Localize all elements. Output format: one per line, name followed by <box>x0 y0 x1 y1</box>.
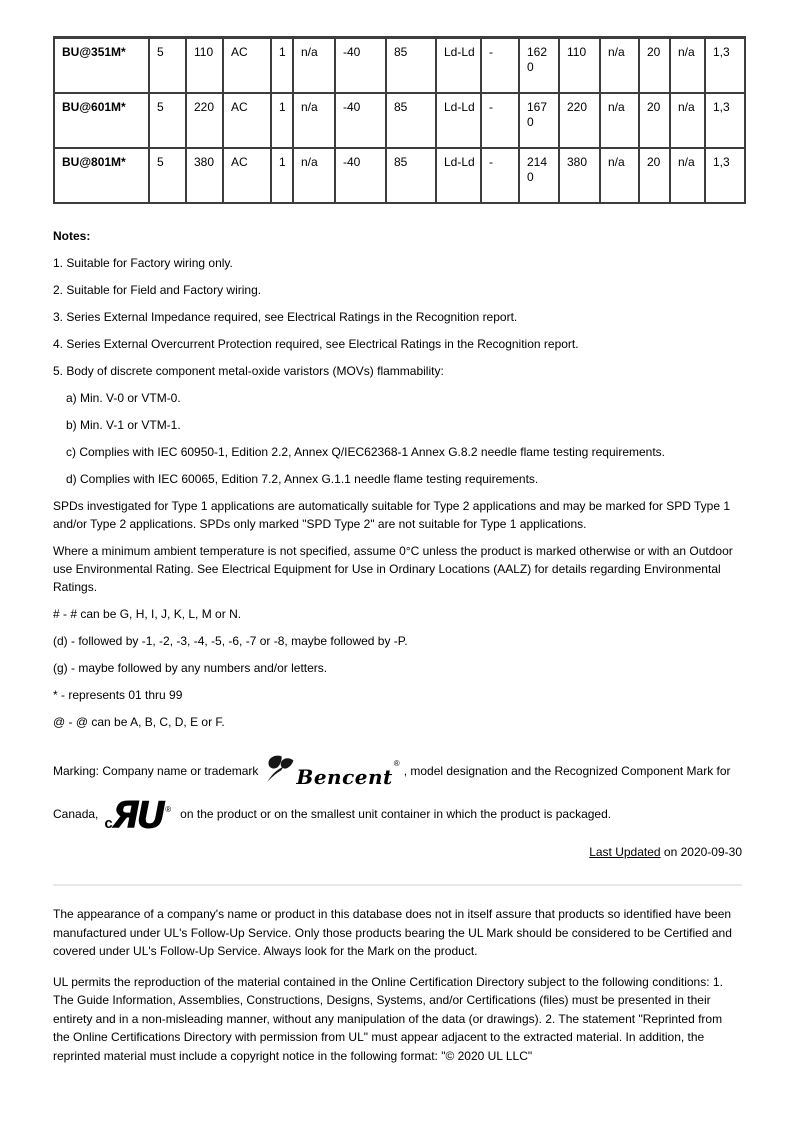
note-subitem-a: a) Min. V-0 or VTM-0. <box>66 391 181 405</box>
rating-cell: n/a <box>670 38 705 94</box>
marking-suffix: , model designation and the Recognized Component Mark for <box>403 764 731 778</box>
legend-item-hash: # - # can be G, H, I, J, K, L, M or N. <box>53 607 242 621</box>
rating-cell: n/a <box>600 148 639 203</box>
legend-item-asterisk: * - represents 01 thru 99 <box>53 688 183 702</box>
bencent-wordmark: Bencent <box>296 764 393 789</box>
last-updated-label: Last Updated <box>589 845 661 859</box>
rating-cell: 20 <box>639 148 670 203</box>
note-item-5: 5. Body of discrete component metal-oxide varistors (MOVs) flammability: <box>53 364 444 378</box>
rating-cell: - <box>481 148 519 203</box>
ambient-temperature-paragraph: Where a minimum ambient temperature is not specified, assume 0°C unless the product is marked otherwise or with an Outdoor use Environmental Rating. See Electrical Equipment for Use in Ordinary Locations (AALZ) for details regarding Environmental Ratings. <box>53 544 733 594</box>
marking-line-2 <box>53 789 742 839</box>
model-cell: BU@351M* <box>54 38 149 94</box>
rating-cell: AC <box>223 148 271 203</box>
document-content <box>0 227 794 1065</box>
rating-cell: 1 <box>271 93 293 148</box>
rating-cell: 5 <box>149 38 186 94</box>
rating-cell: Ld-Ld <box>436 38 481 94</box>
rating-cell: Ld-Ld <box>436 148 481 203</box>
rating-cell: 1670 <box>519 93 559 148</box>
note-subitem-c: c) Complies with IEC 60950-1, Edition 2.2, Annex Q/IEC62368-1 Annex G.8.2 needle flame testing requirements. <box>66 445 665 459</box>
last-updated-line <box>53 843 742 861</box>
note-item-2: 2. Suitable for Field and Factory wiring. <box>53 283 262 297</box>
rating-cell: 110 <box>186 38 223 94</box>
rating-cell: n/a <box>670 148 705 203</box>
cur-mark-c: c <box>104 815 113 832</box>
legend-item-g: (g) - maybe followed by any numbers and/or letters. <box>53 661 328 675</box>
rating-cell: 2140 <box>519 148 559 203</box>
rating-cell: 20 <box>639 93 670 148</box>
note-item-4: 4. Series External Overcurrent Protection required, see Electrical Ratings in the Recognition report. <box>53 337 579 351</box>
notes-heading: Notes: <box>53 229 91 243</box>
rating-cell: 5 <box>149 93 186 148</box>
rating-cell: AC <box>223 38 271 94</box>
rating-cell: 1,3 <box>705 93 745 148</box>
spd-type-paragraph: SPDs investigated for Type 1 applications are automatically suitable for Type 2 applications and may be marked for SPD Type 1 and/or Type 2 applications. SPDs only marked "SPD Type 2" are not suitable for Type 1 applications. <box>53 499 731 531</box>
ratings-table <box>53 36 746 204</box>
table-row <box>54 148 745 203</box>
rating-cell: 85 <box>386 148 436 203</box>
rating-cell: n/a <box>670 93 705 148</box>
disclaimer-paragraph: The appearance of a company's name or product in this database does not in itself assure that products so identified have been manufactured under UL's Follow-Up Service. Only those products bearing the UL Mark should be considered to be Certified and covered under UL's Follow-Up Service. Always look for the Mark on the product. <box>53 907 732 958</box>
marking-line-1 <box>53 753 742 789</box>
rating-cell: n/a <box>293 38 335 94</box>
table-row <box>54 38 745 94</box>
marking-prefix: Marking: Company name or trademark <box>53 764 259 778</box>
rating-cell: -40 <box>335 38 386 94</box>
rating-cell: n/a <box>600 38 639 94</box>
rating-cell: 110 <box>559 38 600 94</box>
legend-section <box>53 605 742 731</box>
rating-cell: - <box>481 38 519 94</box>
table-row <box>54 93 745 148</box>
rating-cell: 220 <box>559 93 600 148</box>
notes-section <box>53 227 742 488</box>
section-divider <box>53 884 742 886</box>
rating-cell: AC <box>223 93 271 148</box>
bencent-logo <box>265 755 399 788</box>
rating-cell: 1,3 <box>705 148 745 203</box>
marking-line2-text: on the product or on the smallest unit container in which the product is packaged. <box>180 807 612 821</box>
rating-cell: n/a <box>293 148 335 203</box>
rating-cell: 85 <box>386 38 436 94</box>
rating-cell: Ld-Ld <box>436 93 481 148</box>
rating-cell: 1 <box>271 148 293 203</box>
registered-trademark-symbol: ® <box>393 758 400 768</box>
rating-cell: n/a <box>293 93 335 148</box>
ratings-table-body <box>54 38 745 204</box>
model-cell: BU@801M* <box>54 148 149 203</box>
note-subitem-b: b) Min. V-1 or VTM-1. <box>66 418 181 432</box>
ul-recognized-component-canada-icon <box>104 794 172 837</box>
note-item-3: 3. Series External Impedance required, see Electrical Ratings in the Recognition report. <box>53 310 518 324</box>
cur-mark-ru: ЯU <box>111 794 163 837</box>
rating-cell: n/a <box>600 93 639 148</box>
rating-cell: 380 <box>186 148 223 203</box>
model-cell: BU@601M* <box>54 93 149 148</box>
rating-cell: - <box>481 93 519 148</box>
marking-canada-label: Canada, <box>53 807 99 821</box>
rating-cell: 1,3 <box>705 38 745 94</box>
reproduction-terms-paragraph: UL permits the reproduction of the material contained in the Online Certification Directory subject to the following conditions: 1. The Guide Information, Assemblies, Constructions, Designs, Systems, and/or Certifications (files) must be presented in their entirety and in a non-misleading manner, without any manipulation of the data (or drawings). 2. The statement "Reprinted from the Online Certifications Directory with permission from UL" must appear adjacent to the extracted material. In addition, the reprinted material must include a copyright notice in the following format: "© 2020 UL LLC" <box>53 974 723 1063</box>
rating-cell: 5 <box>149 148 186 203</box>
note-subitem-d: d) Complies with IEC 60065, Edition 7.2, Annex G.1.1 needle flame testing requirements. <box>66 472 539 486</box>
registered-trademark-symbol: ® <box>165 805 172 814</box>
rating-cell: 380 <box>559 148 600 203</box>
rating-cell: 1 <box>271 38 293 94</box>
legend-item-at: @ - @ can be A, B, C, D, E or F. <box>53 715 225 729</box>
note-item-1: 1. Suitable for Factory wiring only. <box>53 256 233 270</box>
rating-cell: 220 <box>186 93 223 148</box>
rating-cell: -40 <box>335 93 386 148</box>
bencent-swoosh-icon <box>265 755 295 788</box>
rating-cell: 1620 <box>519 38 559 94</box>
rating-cell: -40 <box>335 148 386 203</box>
last-updated-date: on 2020-09-30 <box>660 845 742 859</box>
rating-cell: 85 <box>386 93 436 148</box>
legend-item-d: (d) - followed by -1, -2, -3, -4, -5, -6, -7 or -8, maybe followed by -P. <box>53 634 408 648</box>
rating-cell: 20 <box>639 38 670 94</box>
